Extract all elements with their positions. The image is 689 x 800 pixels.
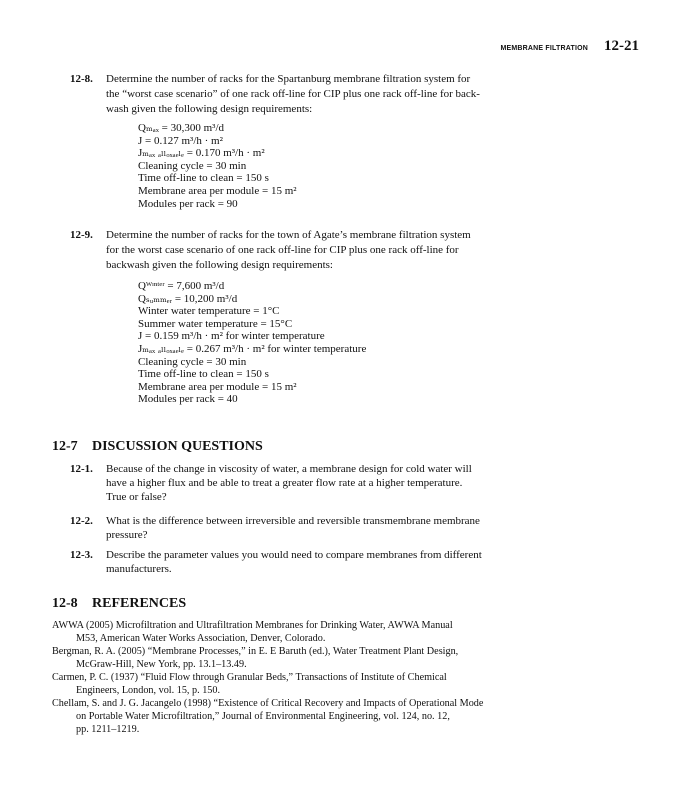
problem-text <box>106 228 540 273</box>
requirement-item: Cleaning cycle = 30 min <box>138 355 247 368</box>
requirement-item: Membrane area per module = 15 m² <box>138 184 297 197</box>
section-title: REFERENCES <box>92 596 187 611</box>
problem-line: the “worst case scenario” of one rack off-line for CIP plus one rack off-line for back- <box>106 88 480 100</box>
section-heading-discussion <box>52 439 263 455</box>
reference-line: M53, American Water Works Association, Denver, Colorado. <box>76 633 326 644</box>
requirement-item: J = 0.159 m³/h · m² for winter temperature <box>138 330 325 343</box>
question-number: 12-2. <box>70 515 93 527</box>
requirement-item: Time off-line to clean = 150 s <box>138 368 269 381</box>
problem-line: wash given the following design requirements: <box>106 103 313 115</box>
reference-line: Bergman, R. A. (2005) “Membrane Processes,” in E. E Baruth (ed.), Water Treatment Plant Design, <box>52 646 459 657</box>
requirement-item: Qᵂᶦⁿᵗᵉʳ = 7,600 m³/d <box>138 280 225 292</box>
running-head: MEMBRANE FILTRATION <box>500 45 588 52</box>
reference-line: pp. 1211–1219. <box>76 724 140 735</box>
section-heading-references <box>52 596 186 612</box>
question-line: What is the difference between irreversible and reversible transmembrane membrane <box>106 515 480 527</box>
reference-entry <box>52 645 542 671</box>
requirement-item: Summer water temperature = 15°C <box>138 317 293 330</box>
requirement-item: Modules per rack = 40 <box>138 393 238 406</box>
requirement-item: Modules per rack = 90 <box>138 197 238 210</box>
reference-entry <box>52 619 542 645</box>
question-12-3 <box>70 548 540 576</box>
requirement-item: Cleaning cycle = 30 min <box>138 159 247 172</box>
requirement-item: Qₛᵤₘₘₑᵣ = 10,200 m³/d <box>138 292 238 305</box>
question-text <box>106 462 540 504</box>
problem-12-9 <box>70 228 540 273</box>
reference-line: AWWA (2005) Microfiltration and Ultrafiltration Membranes for Drinking Water, AWWA Manual <box>52 620 453 631</box>
section-number: 12-7 <box>52 439 78 454</box>
page-header <box>500 38 639 55</box>
question-number: 12-1. <box>70 463 93 475</box>
problem-line: Determine the number of racks for the town of Agate’s membrane filtration system <box>106 229 471 241</box>
requirement-item: J = 0.127 m³/h · m² <box>138 134 223 147</box>
requirements-12-9 <box>138 280 366 406</box>
requirement-item: Time off-line to clean = 150 s <box>138 172 269 185</box>
question-text <box>106 548 540 576</box>
question-text <box>106 514 540 542</box>
problem-text <box>106 72 540 117</box>
requirement-item: Winter water temperature = 1°C <box>138 305 280 318</box>
question-line: Because of the change in viscosity of water, a membrane design for cold water will <box>106 463 472 475</box>
question-12-1 <box>70 462 540 504</box>
reference-line: Chellam, S. and J. G. Jacangelo (1998) “Existence of Critical Recovery and Impacts of Operational Mode <box>52 698 484 709</box>
reference-entry <box>52 697 542 736</box>
problem-line: for the worst case scenario of one rack off-line for CIP plus one rack off-line for <box>106 244 459 256</box>
problem-line: backwash given the following design requirements: <box>106 259 333 271</box>
question-line: manufacturers. <box>106 563 172 575</box>
requirement-item: Qₘₐₓ = 30,300 m³/d <box>138 122 225 134</box>
problem-number: 12-8. <box>70 73 93 85</box>
reference-line: on Portable Water Microfiltration,” Journal of Environmental Engineering, vol. 124, no. 12, <box>76 711 450 722</box>
question-line: pressure? <box>106 529 148 541</box>
problem-number: 12-9. <box>70 229 93 241</box>
problem-line: Determine the number of racks for the Spartanburg membrane filtration system for <box>106 73 471 85</box>
question-number: 12-3. <box>70 549 93 561</box>
question-line: Describe the parameter values you would need to compare membranes from different <box>106 549 482 561</box>
requirements-12-8 <box>138 122 297 210</box>
section-number: 12-8 <box>52 596 78 611</box>
question-line: True or false? <box>106 491 167 503</box>
section-title: DISCUSSION QUESTIONS <box>92 439 263 454</box>
reference-line: McGraw-Hill, New York, pp. 13.1–13.49. <box>76 659 247 670</box>
problem-12-8 <box>70 72 540 117</box>
page-number: 12-21 <box>604 38 639 54</box>
question-12-2 <box>70 514 540 542</box>
requirement-item: Jₘₐₓ ₐₗₗₒₓₐₑₗₑ = 0.267 m³/h · m² for winter temperature <box>138 342 367 355</box>
reference-line: Carmen, P. C. (1937) “Fluid Flow through Granular Beds,” Transactions of Institute of Chemical <box>52 672 447 683</box>
reference-line: Engineers, London, vol. 15, p. 150. <box>76 685 221 696</box>
reference-entry <box>52 671 542 697</box>
requirement-item: Jₘₐₓ ₐₗₗₒₓₐₑₗₑ = 0.170 m³/h · m² <box>138 147 265 160</box>
question-line: have a higher flux and be able to treat a greater flow rate at a higher temperature. <box>106 477 463 489</box>
requirement-item: Membrane area per module = 15 m² <box>138 380 297 393</box>
